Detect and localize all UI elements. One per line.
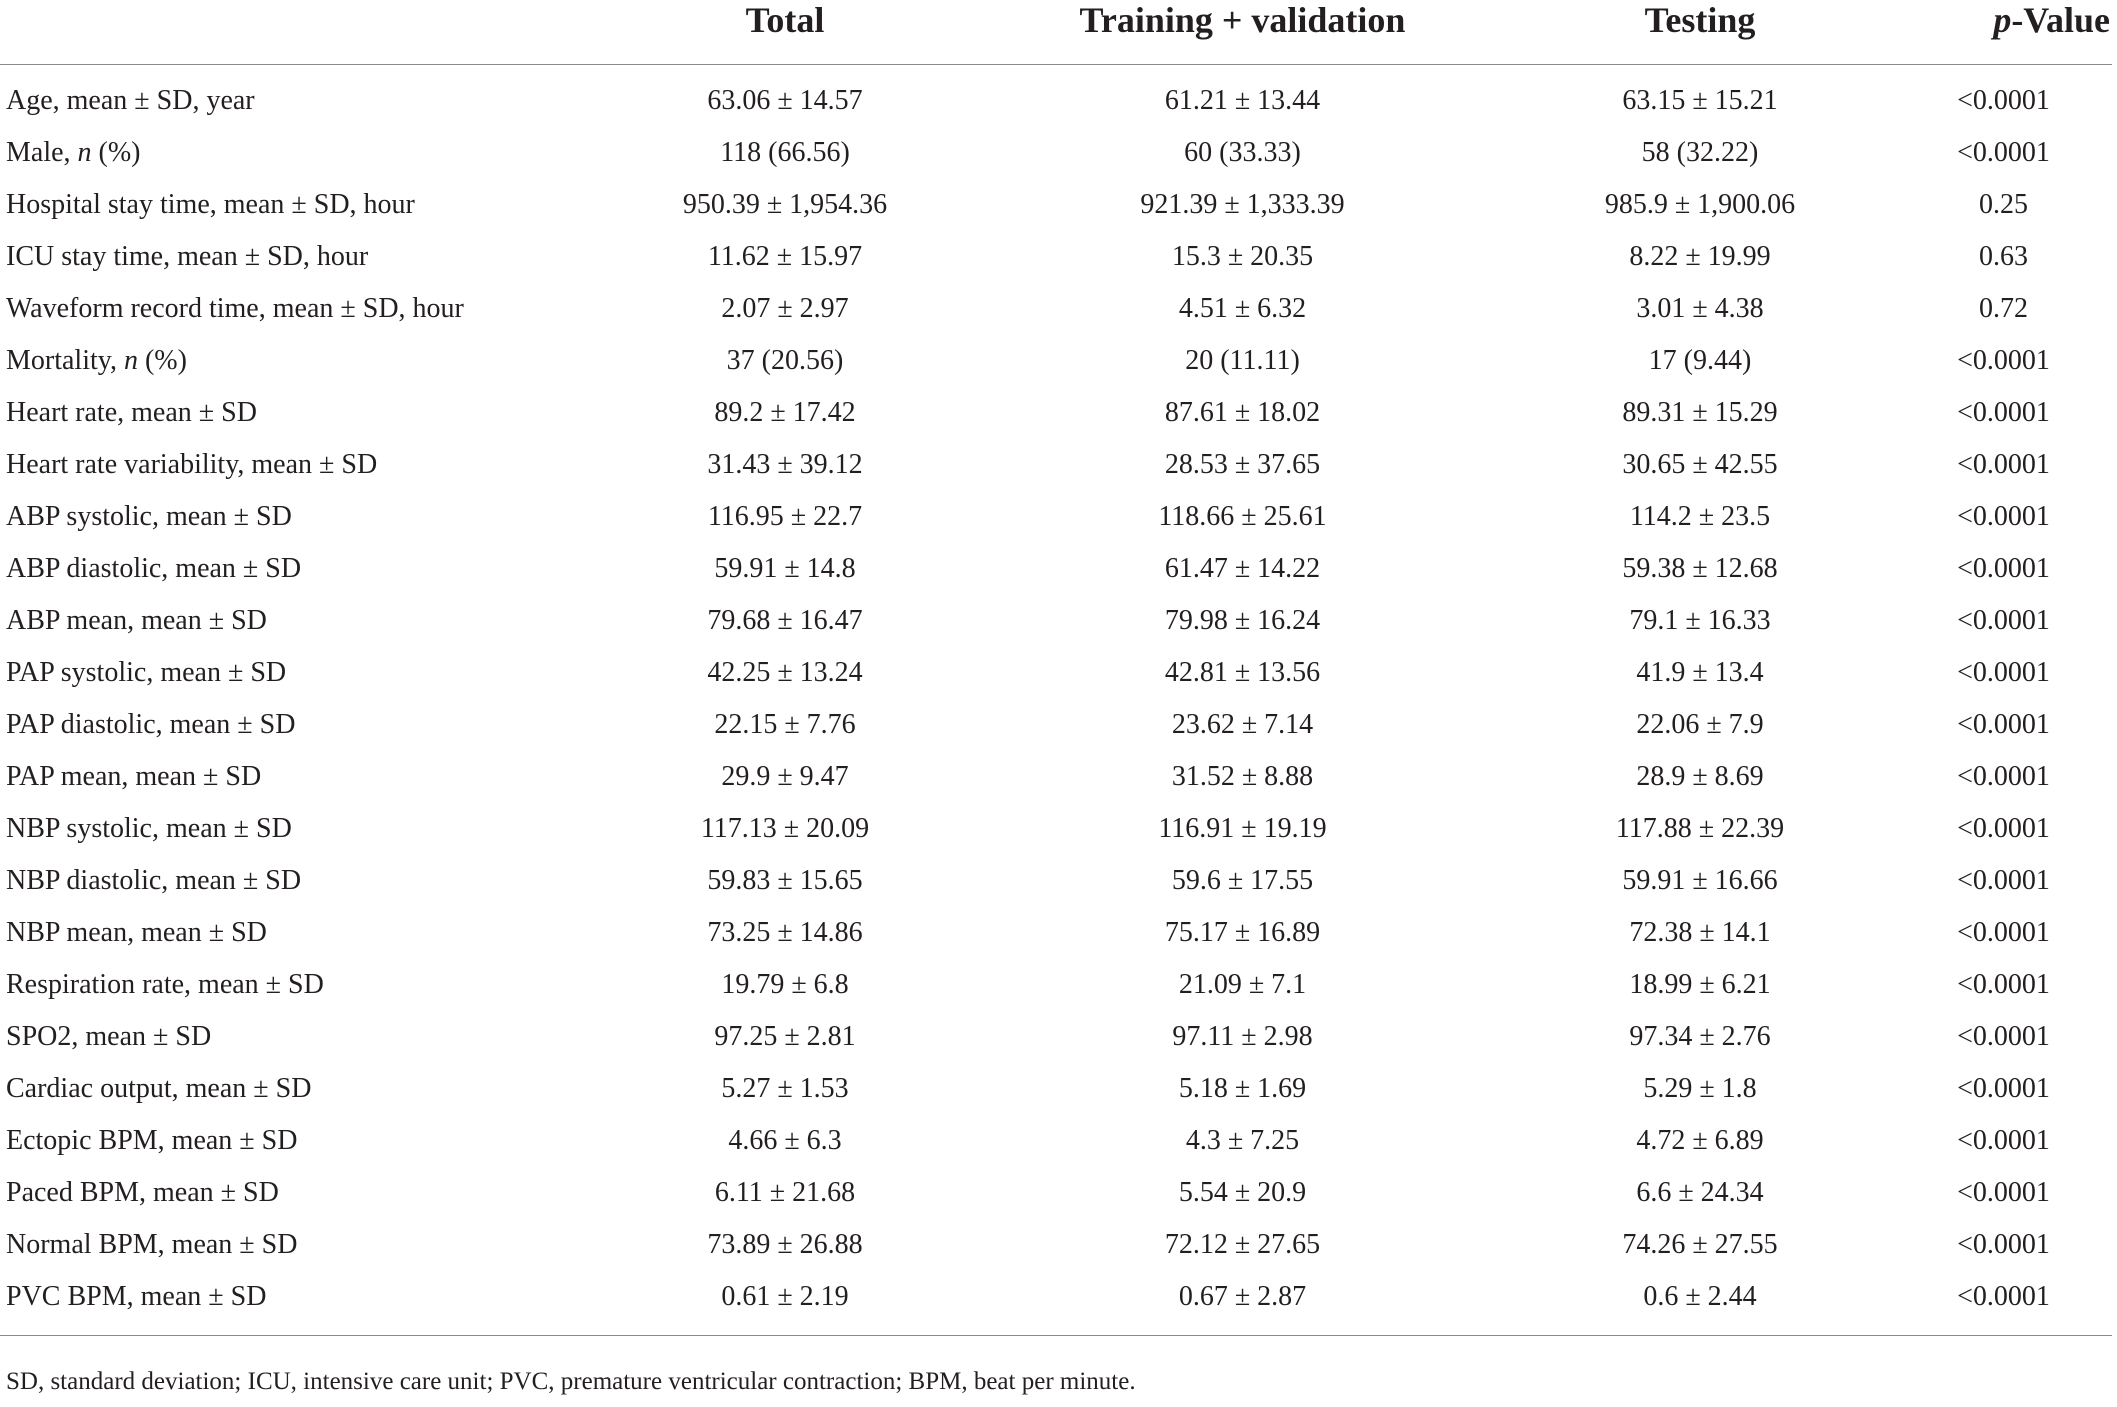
cell-p-value: <0.0001 <box>1957 917 2050 948</box>
cell-testing: 3.01 ± 4.38 <box>1636 293 1764 324</box>
cell-p-value: <0.0001 <box>1957 1177 2050 1208</box>
row-label <box>0 1011 590 1063</box>
cell-testing: 22.06 ± 7.9 <box>1636 709 1764 740</box>
row-label-italic: n <box>123 345 138 376</box>
cell-p-value: <0.0001 <box>1957 657 2050 688</box>
cell-p-value: 0.25 <box>1979 189 2028 220</box>
cell-training-validation: 0.67 ± 2.87 <box>980 1271 1505 1336</box>
cell-testing: 6.6 ± 24.34 <box>1636 1177 1764 1208</box>
cell-total: 117.13 ± 20.09 <box>700 813 870 844</box>
cell-training-validation: 116.91 ± 19.19 <box>1158 813 1327 844</box>
cell-p-value: <0.0001 <box>1957 137 2050 168</box>
cell-p-value: 0.72 <box>1979 293 2028 324</box>
cell-testing: 97.34 ± 2.76 <box>1629 1021 1771 1052</box>
row-label-text: Heart rate, mean ± SD <box>6 397 257 428</box>
row-label-text: ABP mean, mean ± SD <box>6 605 267 636</box>
row-label <box>0 439 590 491</box>
cell-p-value: <0.0001 <box>1957 1125 2050 1156</box>
table-header <box>0 0 2112 65</box>
cell-total: 79.68 ± 16.47 <box>707 605 863 636</box>
row-label-text: ICU stay time, mean ± SD, hour <box>6 241 369 272</box>
cell-total: 118 (66.56) <box>720 137 850 168</box>
header-empty <box>0 0 590 65</box>
row-label <box>0 543 590 595</box>
row-label-text: SPO2, mean ± SD <box>6 1021 212 1052</box>
cell-p-value: <0.0001 <box>1957 397 2050 428</box>
cell-total: 63.06 ± 14.57 <box>707 85 863 116</box>
cell-testing: 4.72 ± 6.89 <box>1636 1125 1764 1156</box>
cell-total: 0.61 ± 2.19 <box>590 1271 980 1336</box>
row-label <box>0 1167 590 1219</box>
cell-p-value: 0.63 <box>1979 241 2028 272</box>
row-label-text: Heart rate variability, mean ± SD <box>6 449 378 480</box>
row-label-text: ABP diastolic, mean ± SD <box>6 553 302 584</box>
row-label-text: Mortality, <box>6 345 124 376</box>
row-label-text: Male, <box>6 137 78 168</box>
cell-p-value: <0.0001 <box>1957 1073 2050 1104</box>
row-label-text: Hospital stay time, mean ± SD, hour <box>6 189 415 220</box>
header-p-rest: -Value <box>2011 0 2110 40</box>
cell-p-value: <0.0001 <box>1895 1271 2112 1336</box>
table-body <box>0 65 2112 1336</box>
table-row <box>0 751 2112 803</box>
table-row <box>0 387 2112 439</box>
cell-p-value: <0.0001 <box>1957 813 2050 844</box>
cell-training-validation: 28.53 ± 37.65 <box>1164 449 1321 480</box>
cell-training-validation: 15.3 ± 20.35 <box>1171 241 1314 272</box>
cell-testing: 58 (32.22) <box>1641 137 1759 168</box>
table-row <box>0 179 2112 231</box>
table-row <box>0 1271 2112 1336</box>
row-label <box>0 803 590 855</box>
cell-training-validation: 61.47 ± 14.22 <box>1164 553 1321 584</box>
cell-p-value: <0.0001 <box>1957 865 2050 896</box>
row-label <box>0 855 590 907</box>
row-label-text: PAP systolic, mean ± SD <box>6 657 287 688</box>
row-label <box>0 231 590 283</box>
cell-total: 73.89 ± 26.88 <box>707 1229 863 1260</box>
row-label <box>0 65 590 128</box>
cell-total: 42.25 ± 13.24 <box>707 657 863 688</box>
cell-training-validation: 20 (11.11) <box>1185 345 1300 376</box>
header-row <box>0 0 2112 65</box>
cell-testing: 0.6 ± 2.44 <box>1505 1271 1895 1336</box>
cell-testing: 17 (9.44) <box>1648 345 1752 376</box>
cell-testing: 5.29 ± 1.8 <box>1643 1073 1757 1104</box>
table-row <box>0 595 2112 647</box>
cell-testing: 8.22 ± 19.99 <box>1629 241 1771 272</box>
cell-training-validation: 60 (33.33) <box>1184 137 1301 168</box>
cell-testing: 89.31 ± 15.29 <box>1622 397 1778 428</box>
table-row <box>0 283 2112 335</box>
cell-total: 116.95 ± 22.7 <box>707 501 863 532</box>
table-row <box>0 439 2112 491</box>
cell-training-validation: 5.18 ± 1.69 <box>1178 1073 1307 1104</box>
cell-training-validation: 921.39 ± 1,333.39 <box>1140 189 1345 220</box>
table-footnote: SD, standard deviation; ICU, intensive care unit; PVC, premature ventricular contraction; BPM, beat per minute. <box>6 1368 1136 1395</box>
cell-training-validation: 79.98 ± 16.24 <box>1164 605 1321 636</box>
table-row <box>0 1219 2112 1271</box>
table-row <box>0 1115 2112 1167</box>
cell-testing: 72.38 ± 14.1 <box>1629 917 1771 948</box>
cell-training-validation: 42.81 ± 13.56 <box>1164 657 1321 688</box>
row-label-text: Cardiac output, mean ± SD <box>6 1073 312 1104</box>
cell-testing: 59.91 ± 16.66 <box>1622 865 1778 896</box>
cell-p-value: <0.0001 <box>1957 85 2050 116</box>
header-p-italic: p <box>1993 0 2012 40</box>
cell-training-validation: 118.66 ± 25.61 <box>1158 501 1327 532</box>
cell-training-validation: 4.51 ± 6.32 <box>1178 293 1307 324</box>
cell-total: 4.66 ± 6.3 <box>728 1125 842 1156</box>
cell-p-value: <0.0001 <box>1957 1021 2050 1052</box>
row-label <box>0 647 590 699</box>
cell-testing: 59.38 ± 12.68 <box>1622 553 1778 584</box>
cell-p-value: <0.0001 <box>1957 709 2050 740</box>
table-row <box>0 127 2112 179</box>
cell-training-validation: 87.61 ± 18.02 <box>1164 397 1321 428</box>
table-row <box>0 699 2112 751</box>
row-label-text: NBP diastolic, mean ± SD <box>6 865 302 896</box>
cell-total: 59.83 ± 15.65 <box>707 865 863 896</box>
cell-testing: 28.9 ± 8.69 <box>1636 761 1764 792</box>
cell-total: 31.43 ± 39.12 <box>707 449 863 480</box>
cell-total: 2.07 ± 2.97 <box>721 293 849 324</box>
cell-p-value: <0.0001 <box>1957 761 2050 792</box>
cell-p-value: <0.0001 <box>1957 1229 2050 1260</box>
row-label-text: PAP diastolic, mean ± SD <box>6 709 296 740</box>
cell-testing: 74.26 ± 27.55 <box>1622 1229 1778 1260</box>
cell-total: 950.39 ± 1,954.36 <box>682 189 888 220</box>
table-row <box>0 335 2112 387</box>
cell-training-validation: 5.54 ± 20.9 <box>1178 1177 1307 1208</box>
cell-total: 19.79 ± 6.8 <box>721 969 849 1000</box>
row-label <box>0 1219 590 1271</box>
cell-p-value: <0.0001 <box>1957 553 2050 584</box>
row-label <box>0 959 590 1011</box>
cell-total: 37 (20.56) <box>726 345 844 376</box>
row-label <box>0 1115 590 1167</box>
table-row <box>0 803 2112 855</box>
row-label-text: Age, mean ± SD, year <box>6 85 255 116</box>
row-label-text: NBP mean, mean ± SD <box>6 917 267 948</box>
cell-testing: 18.99 ± 6.21 <box>1629 969 1771 1000</box>
row-label-text: Ectopic BPM, mean ± SD <box>6 1125 298 1156</box>
table-row <box>0 959 2112 1011</box>
row-label-text: Respiration rate, mean ± SD <box>6 969 324 1000</box>
cell-training-validation: 72.12 ± 27.65 <box>1164 1229 1321 1260</box>
cell-total: 29.9 ± 9.47 <box>721 761 849 792</box>
row-label <box>0 387 590 439</box>
cell-testing: 117.88 ± 22.39 <box>1615 813 1785 844</box>
cell-testing: 30.65 ± 42.55 <box>1622 449 1778 480</box>
row-label <box>0 127 590 179</box>
row-label-text: PVC BPM, mean ± SD <box>6 1281 267 1312</box>
header-total: Total <box>590 0 980 65</box>
row-label <box>0 595 590 647</box>
cell-total: 73.25 ± 14.86 <box>707 917 863 948</box>
cell-testing: 114.2 ± 23.5 <box>1629 501 1771 532</box>
row-label-text: Waveform record time, mean ± SD, hour <box>6 293 464 324</box>
cell-p-value: <0.0001 <box>1957 605 2050 636</box>
cell-p-value: <0.0001 <box>1957 969 2050 1000</box>
row-label-suffix: (%) <box>137 345 187 376</box>
row-label <box>0 1063 590 1115</box>
cell-total: 59.91 ± 14.8 <box>714 553 856 584</box>
cell-testing: 41.9 ± 13.4 <box>1636 657 1764 688</box>
table-row <box>0 1063 2112 1115</box>
cell-training-validation: 75.17 ± 16.89 <box>1164 917 1321 948</box>
table-row <box>0 1167 2112 1219</box>
table-row <box>0 855 2112 907</box>
row-label-italic: n <box>77 137 92 168</box>
cell-p-value: <0.0001 <box>1957 345 2050 376</box>
row-label <box>0 907 590 959</box>
row-label-suffix: (%) <box>91 137 141 168</box>
cell-total: 11.62 ± 15.97 <box>707 241 863 272</box>
row-label <box>0 335 590 387</box>
cell-testing: 985.9 ± 1,900.06 <box>1604 189 1796 220</box>
row-label <box>0 751 590 803</box>
table-row <box>0 491 2112 543</box>
table-row <box>0 231 2112 283</box>
cell-total: 89.2 ± 17.42 <box>714 397 856 428</box>
cell-training-validation: 61.21 ± 13.44 <box>1164 85 1321 116</box>
row-label-text: ABP systolic, mean ± SD <box>6 501 292 532</box>
cell-training-validation: 97.11 ± 2.98 <box>1172 1021 1313 1052</box>
cell-training-validation: 21.09 ± 7.1 <box>1178 969 1307 1000</box>
header-testing: Testing <box>1505 0 1895 65</box>
cell-total: 6.11 ± 21.68 <box>714 1177 856 1208</box>
cell-total: 97.25 ± 2.81 <box>714 1021 856 1052</box>
header-training-validation: Training + validation <box>980 0 1505 65</box>
header-p-value <box>1895 0 2112 65</box>
cell-training-validation: 59.6 ± 17.55 <box>1171 865 1314 896</box>
table-row <box>0 1011 2112 1063</box>
row-label-text: Paced BPM, mean ± SD <box>6 1177 279 1208</box>
cell-testing: 79.1 ± 16.33 <box>1629 605 1771 636</box>
table-row <box>0 907 2112 959</box>
table-row <box>0 65 2112 128</box>
row-label <box>0 283 590 335</box>
cell-training-validation: 23.62 ± 7.14 <box>1171 709 1314 740</box>
row-label <box>0 491 590 543</box>
cell-p-value: <0.0001 <box>1957 501 2050 532</box>
row-label <box>0 699 590 751</box>
cell-total: 5.27 ± 1.53 <box>721 1073 849 1104</box>
row-label-text: PAP mean, mean ± SD <box>6 761 262 792</box>
row-label <box>0 179 590 231</box>
row-label-text: NBP systolic, mean ± SD <box>6 813 292 844</box>
table-row <box>0 543 2112 595</box>
row-label-text: Normal BPM, mean ± SD <box>6 1229 298 1260</box>
cell-p-value: <0.0001 <box>1957 449 2050 480</box>
table-row <box>0 647 2112 699</box>
cell-training-validation: 31.52 ± 8.88 <box>1171 761 1314 792</box>
cell-training-validation: 4.3 ± 7.25 <box>1185 1125 1300 1156</box>
cell-testing: 63.15 ± 15.21 <box>1622 85 1778 116</box>
cell-total: 22.15 ± 7.76 <box>714 709 856 740</box>
row-label <box>0 1271 590 1336</box>
